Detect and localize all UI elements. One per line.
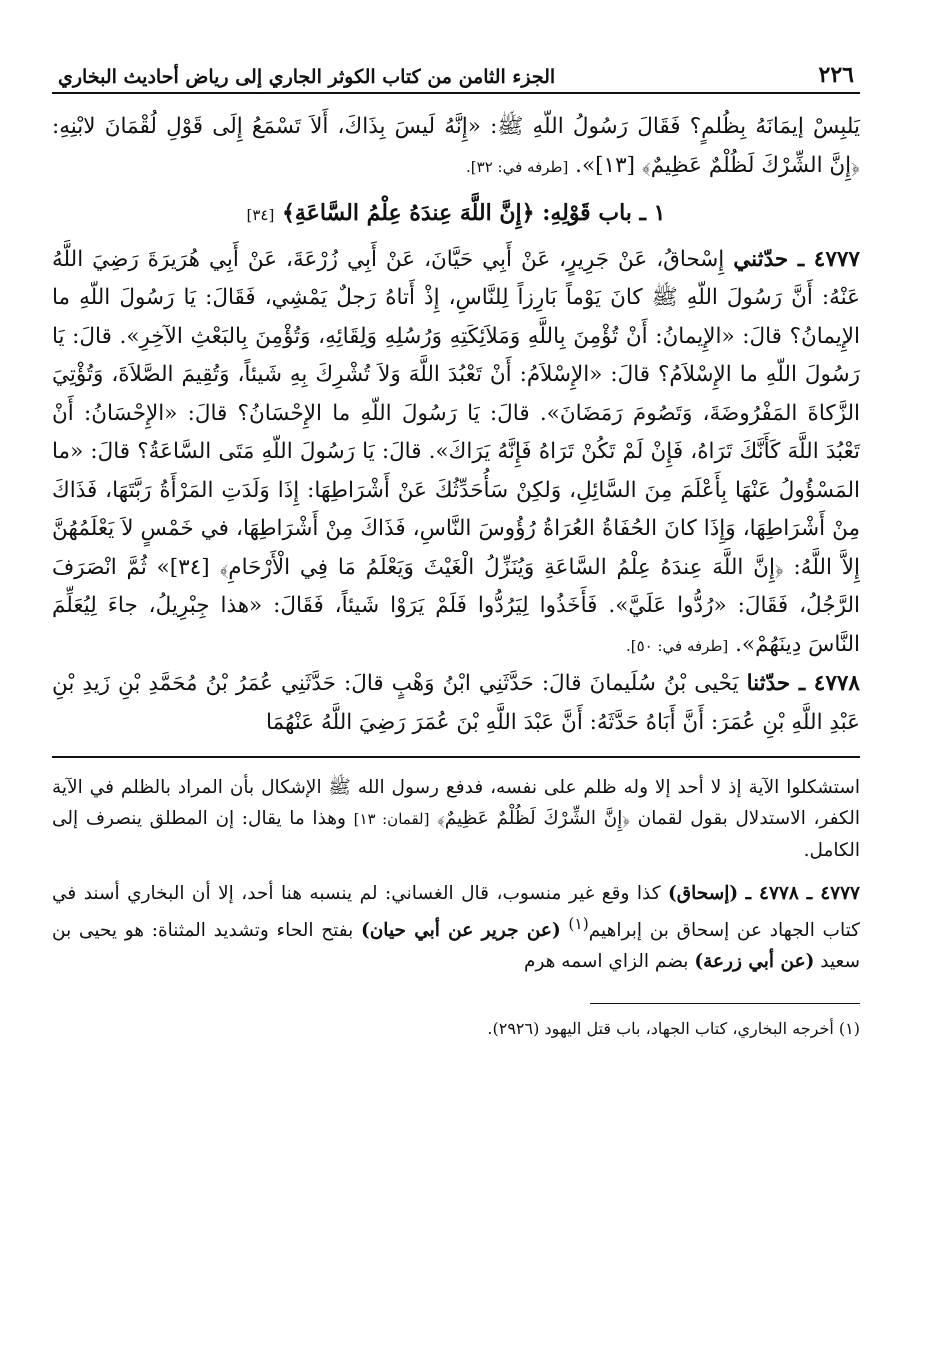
narrator-chain: (عن جرير عن أبي حيان): [360, 920, 561, 942]
hadith-4777-number: ٤٧٧٧ ـ حدّثني: [733, 246, 860, 272]
book-page: [52, 58, 860, 1298]
commentary-text: وهذا ما يقال: إن المطلق ينصرف إلى الكامل.: [52, 808, 860, 861]
footnote: (١) أخرجه البخاري، كتاب الجهاد، باب قتل اليهود (٢٩٢٦).: [487, 1019, 860, 1039]
hadith-4777-ref: [طرفه في: ٥٠].: [625, 636, 729, 655]
page-number: ٢٢٦: [818, 62, 854, 88]
commentary-paragraph-2: [52, 878, 860, 977]
opening-paragraph: [52, 108, 860, 186]
opening-ref: [طرفه في: ٣٢].: [466, 157, 569, 176]
hadith-4777: [52, 241, 860, 666]
chapter-heading: [52, 194, 860, 235]
hadith-4777-text: إِسْحاقُ، عَنْ جَرِيرٍ، عَنْ أَبِي حَيَّانَ، عَنْ أَبِي زُرْعَةَ، عَنْ أَبِي هُرَيرَةَ رَضِيَ اللَّهُ عَنْهُ: أَنَّ رَسُولَ اللّهِ ﷺ كانَ يَوْماً بَارِزاً لِلنَّاسِ، إِذْ أَتاهُ رَجلٌ يَمْشِي، فَقَالَ: يَا رَسُولَ اللّهِ ما الإِيمانُ؟ قالَ: «الإِيمانُ: أَنْ تُؤْمِنَ بِاللَّهِ وَمَلاَئِكَتِهِ وَرُسُلِهِ وَلِقَائِهِ، وَتُؤْمِنَ بِالبَعْثِ الآخِرِ». قالَ: يَا رَسُولَ اللّهِ ما الإِسْلاَمُ؟ قالَ: «الإِسْلاَمُ: أَنْ تَعْبُدَ اللَّهَ وَلاَ تُشْرِكَ بِهِ شَيئاً، وَتُقِيمَ الصَّلاَةَ، وَتُؤْتِيَ الزَّكاةَ المَفْرُوضَةَ، وَتَصُومَ رَمَضَانَ». قالَ: يَا رَسُولَ اللّهِ ما الإِحْسَانُ؟ قالَ: «الإِحْسَانُ: أَنْ تَعْبُدَ اللَّهَ كَأَنَّكَ تَرَاهُ، فَإِنْ لَمْ تَكُنْ تَرَاهُ فَإِنَّهُ يَرَاكَ». قالَ: يَا رَسُولَ اللّهِ مَتَى السَّاعَةُ؟ قالَ: «ما المَسْؤُولُ عَنْهَا بِأَعْلَمَ مِنَ السَّائِلِ، وَلكِنْ سَأُحَدِّثُكَ عَنْ أَشْرَاطِهَا: إِذَا وَلَدَتِ المَرْأَةُ رَبَّتَهَا، فَذَاكَ مِنْ أَشْرَاطِهَا، وَإِذَا كانَ الحُفَاةُ العُرَاةُ رُؤُوسَ النَّاسِ، فَذَاكَ مِنْ أَشْرَاطِهَا، في خَمْسٍ لاَ يَعْلَمُهُنَّ إِلاَّ اللَّهُ: ﴿إِنَّ اللَّهَ عِندَهُ عِلْمُ السَّاعَةِ وَيُنَزِّلُ الْغَيْثَ وَيَعْلَمُ مَا فِي الْأَرْحَامِ﴾ [٣٤]» ثُمَّ انْصَرَفَ الرَّجُلُ، فَقَالَ: «رُدُّوا عَلَيَّ». فَأَخَذُوا لِيَرُدُّوا فَلَمْ يَرَوْا شَيئاً، فَقَالَ: «هذا جِبْرِيلُ، جاءَ لِيُعَلِّمَ النَّاسَ دِينَهُمْ».: [52, 246, 860, 657]
narrator-name: (إسحاق): [668, 883, 739, 904]
chapter-title: ١ ـ باب قَوْلِهِ: ﴿إِنَّ اللَّهَ عِندَهُ عِلْمُ السَّاعَةِ﴾: [282, 200, 666, 226]
commentary-paragraph-1: [52, 772, 860, 866]
commentary-divider: [52, 756, 860, 758]
footnote-marker[interactable]: (١): [568, 915, 589, 933]
main-text: [52, 108, 860, 742]
opening-text: يَلبِسْ إيمَانَهُ بِظُلمٍ؟ فَقَالَ رَسُولُ اللّهِ ﷺ: «إِنَّهُ لَيسَ بِذَاكَ، أَلاَ تَسْمَعُ إِلَى قَوْلِ لُقْمَانَ لابْنِهِ: ﴿إِنَّ الشِّرْكَ لَظُلْمٌ عَظِيمٌ﴾ [١٣]».: [52, 114, 860, 178]
commentary-text: استشكلوا الآية إذ لا أحد إلا وله ظلم على نفسه، فدفع رسول الله ﷺ الإشكال بأن المراد بالظلم في الآية الكفر، الاستدلال بقول لقمان: [52, 777, 860, 829]
commentary-text: بضم الزاي اسمه هرم: [524, 951, 689, 973]
commentary-text: بفتح الحاء وتشديد المثناة: هو يحيى بن سعيد: [52, 920, 860, 973]
hadith-4778: [52, 665, 860, 742]
commentary-text: كذا وقع غير منسوب، قال الغساني: لم ينسبه هنا أحد، إلا أن البخاري أسند في كتاب الجهاد عن إسحاق بن إبراهيم: [52, 883, 860, 942]
footnote-divider: [590, 1003, 860, 1004]
chapter-ref: [٣٤]: [246, 206, 275, 224]
hadith-range-number: ٤٧٧٧ ـ ٤٧٧٨ ـ: [745, 883, 860, 904]
page-header: [52, 58, 860, 94]
running-title: الجزء الثامن من كتاب الكوثر الجاري إلى رياض أحاديث البخاري: [58, 66, 556, 88]
hadith-4778-text: يَحْيى بْنُ سُلَيمانَ قالَ: حَدَّثَنِي ابْنُ وَهْبٍ قالَ: حَدَّثَنِي عُمَرُ بْنُ مُحَمَّدِ بْنِ زَيدِ بْنِ عَبْدِ اللَّهِ بْنِ عُمَرَ: أَنَّ أَبَاهُ حَدَّثَهُ: أَنَّ عَبْدَ اللَّهِ بْنَ عُمَرَ رَضِيَ اللَّهُ عَنْهُمَا: [52, 671, 860, 735]
narrator-name: (عن أبي زرعة): [694, 951, 815, 973]
commentary: [52, 772, 860, 977]
hadith-4778-number: ٤٧٧٨ ـ حدّثنا: [746, 671, 860, 696]
quran-quote: ﴿إِنَّ الشِّرْكَ لَظُلْمٌ عَظِيمٌ﴾: [437, 808, 631, 829]
quran-ref: [لقمان: ١٣]: [353, 810, 430, 828]
